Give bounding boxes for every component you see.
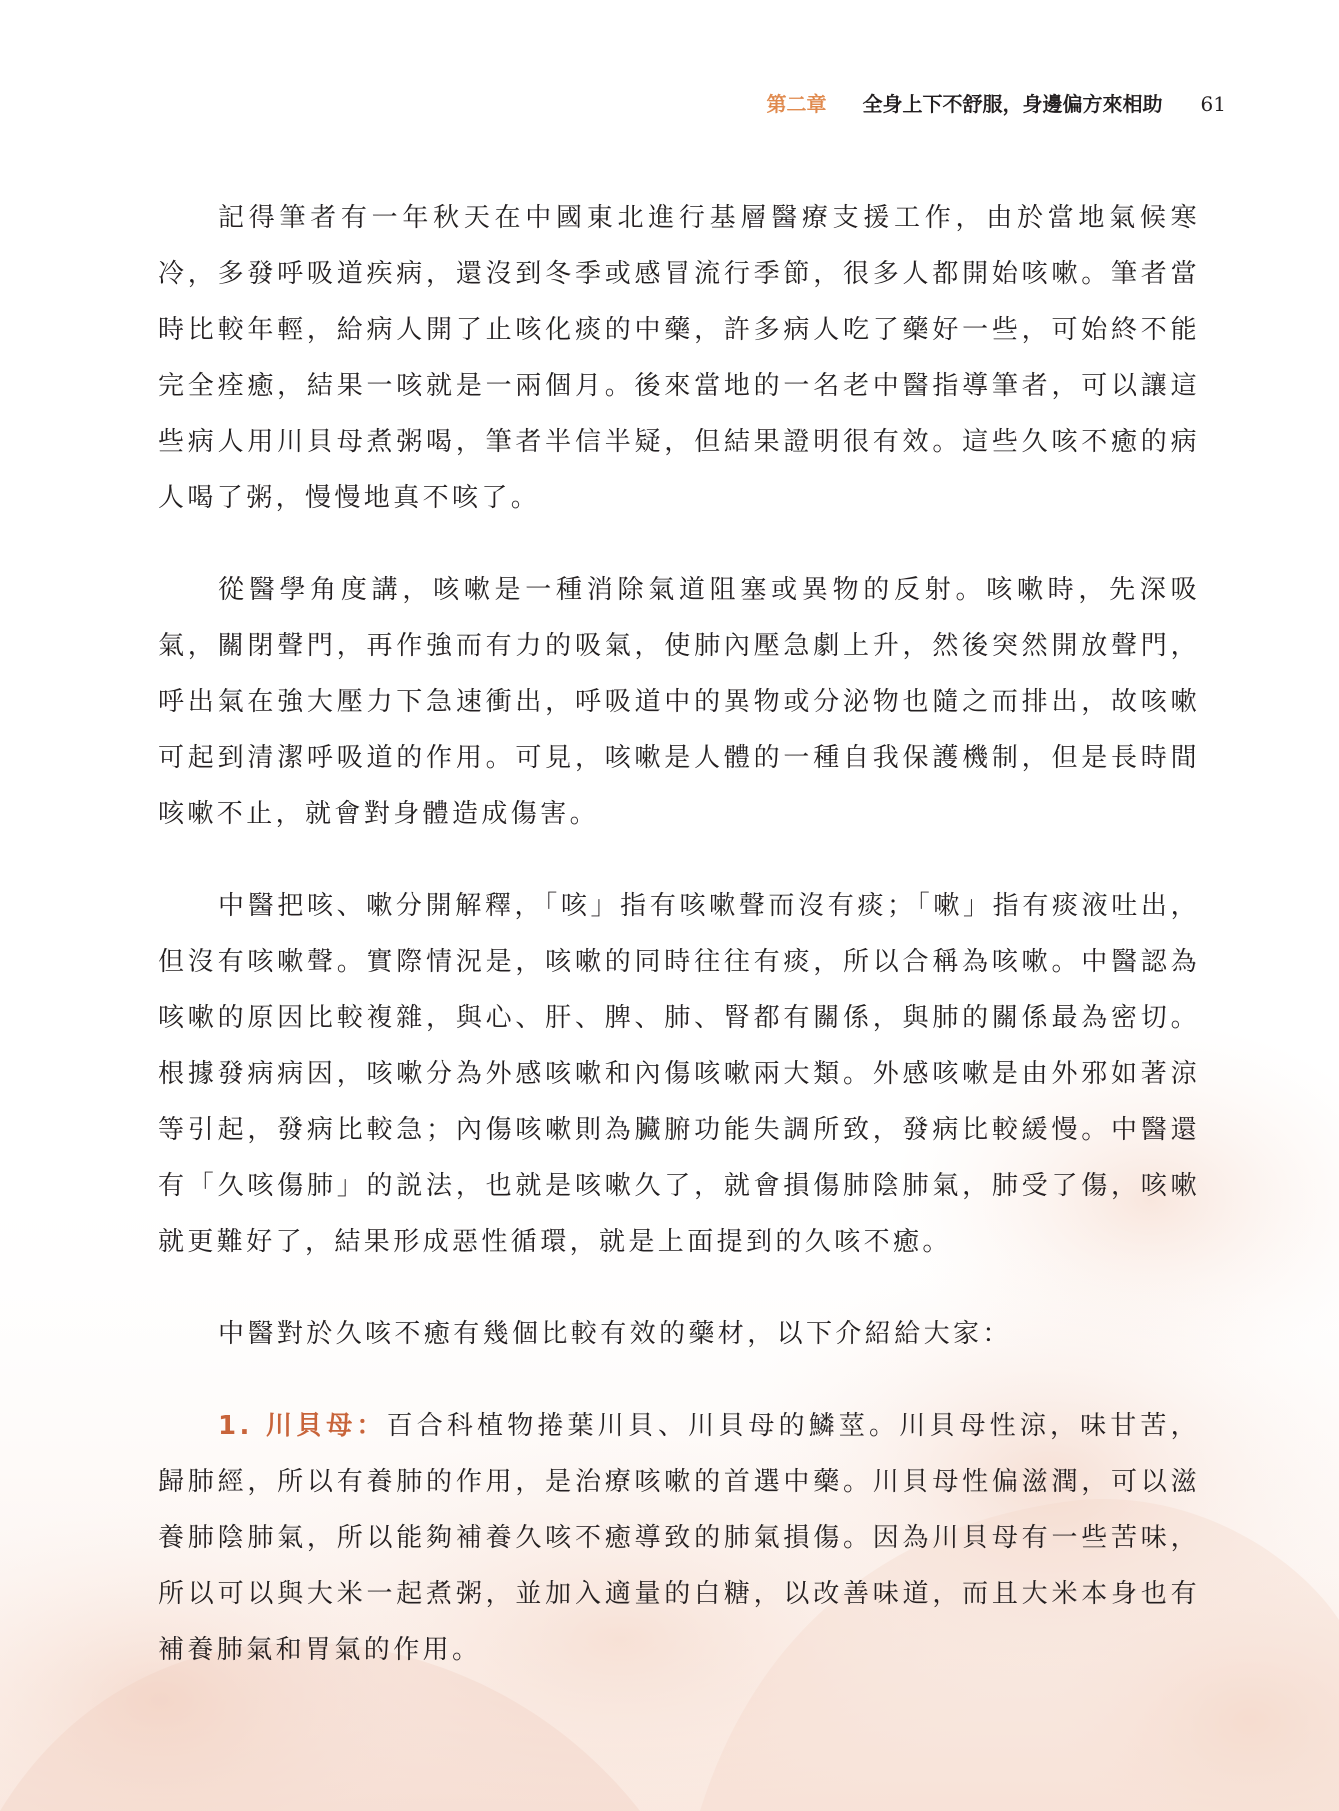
paragraph-4: 中醫對於久咳不癒有幾個比較有效的藥材，以下介紹給大家：	[218, 1319, 1012, 1349]
running-head	[767, 88, 1226, 117]
chapter-label: 第二章	[766, 92, 827, 116]
paragraph-3: 中醫把咳、嗽分開解釋，「咳」指有咳嗽聲而沒有痰；「嗽」指有痰液吐出，但沒有咳嗽聲。實際情況是，咳嗽的同時往往有痰，所以合稱為咳嗽。中醫認為咳嗽的原因比較複雜，與心、肝、脾、肺、腎都有關係，與肺的關係最為密切。根據發病病因，咳嗽分為外感咳嗽和內傷咳嗽兩大類。外感咳嗽是由外邪如著涼等引起，發病比較急；內傷咳嗽則為臟腑功能失調所致，發病比較緩慢。中醫還有「久咳傷肺」的説法，也就是咳嗽久了，就會損傷肺陰肺氣，肺受了傷，咳嗽就更難好了，結果形成惡性循環，就是上面提到的久咳不癒。	[158, 891, 1200, 1257]
body-text	[158, 190, 1200, 1714]
list-item-1-heading: 1. 川貝母：	[218, 1411, 387, 1441]
paragraph-2: 從醫學角度講，咳嗽是一種消除氣道阻塞或異物的反射。咳嗽時，先深吸氣，關閉聲門，再作強而有力的吸氣，使肺內壓急劇上升，然後突然開放聲門，呼出氣在強大壓力下急速衝出，呼吸道中的異物或分泌物也隨之而排出，故咳嗽可起到清潔呼吸道的作用。可見，咳嗽是人體的一種自我保護機制，但是長時間咳嗽不止，就會對身體造成傷害。	[158, 575, 1200, 829]
paragraph-1: 記得筆者有一年秋天在中國東北進行基層醫療支援工作，由於當地氣候寒冷，多發呼吸道疾病，還沒到冬季或感冒流行季節，很多人都開始咳嗽。筆者當時比較年輕，給病人開了止咳化痰的中藥，許多病人吃了藥好一些，可始終不能完全痊癒，結果一咳就是一兩個月。後來當地的一名老中醫指導筆者，可以讓這些病人用川貝母煮粥喝，筆者半信半疑，但結果證明很有效。這些久咳不癒的病人喝了粥，慢慢地真不咳了。	[158, 203, 1200, 513]
list-item-1-body: 百合科植物捲葉川貝、川貝母的鱗莖。川貝母性涼，味甘苦，歸肺經，所以有養肺的作用，是治療咳嗽的首選中藥。川貝母性偏滋潤，可以滋養肺陰肺氣，所以能夠補養久咳不癒導致的肺氣損傷。因為川貝母有一些苦味，所以可以與大米一起煮粥，並加入適量的白糖，以改善味道，而且大米本身也有補養肺氣和胃氣的作用。	[158, 1411, 1200, 1665]
list-item-1	[158, 1398, 1200, 1678]
page-number: 61	[1200, 92, 1226, 116]
chapter-title: 全身上下不舒服，身邊偏方來相助	[862, 92, 1163, 116]
